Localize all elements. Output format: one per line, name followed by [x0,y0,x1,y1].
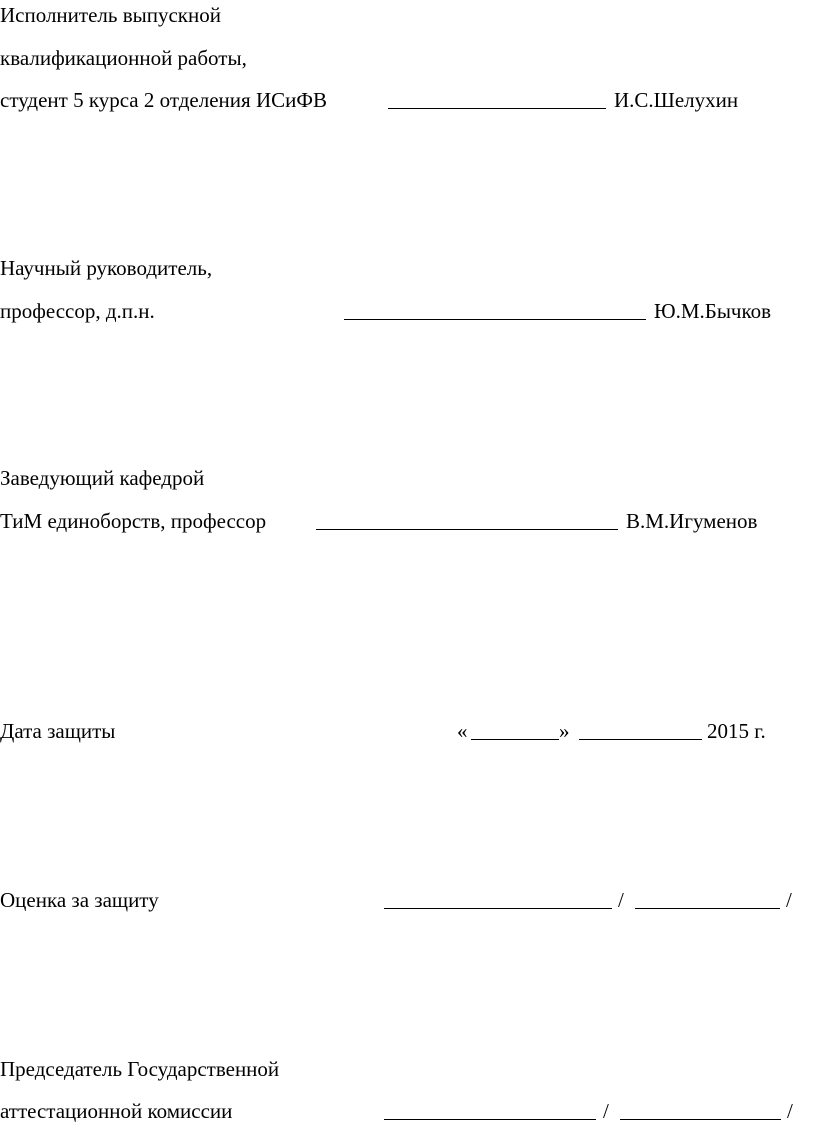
grade-blank-1[interactable] [384,888,612,909]
grade-blank-2[interactable] [635,888,780,909]
executor-title-line2: квалификационной работы, [0,46,247,70]
defense-day-blank[interactable] [471,719,559,740]
defense-date-quote-close: » [559,719,570,743]
supervisor-signature-blank[interactable] [344,299,646,320]
chair-title-line1: Председатель Государственной [0,1057,280,1081]
defense-date-quote-open: « [457,719,468,743]
chair-role-line: аттестационной комиссии [0,1099,233,1123]
grade-separator-1: / [618,888,624,912]
executor-title-line1: Исполнитель выпускной [0,3,221,27]
executor-name: И.С.Шелухин [614,88,739,112]
chair-blank-1[interactable] [384,1099,596,1120]
grade-separator-2: / [786,888,792,912]
supervisor-title-line1: Научный руководитель, [0,256,213,280]
supervisor-role-line: профессор, д.п.н. [0,299,155,323]
executor-signature-blank[interactable] [388,88,606,109]
executor-role-line: студент 5 курса 2 отделения ИСиФВ [0,88,327,112]
chair-separator-1: / [603,1099,609,1123]
defense-year: 2015 г. [707,719,766,743]
chair-blank-2[interactable] [620,1099,781,1120]
head-title-line1: Заведующий кафедрой [0,466,205,490]
defense-grade-label: Оценка за защиту [0,888,159,912]
chair-separator-2: / [787,1099,793,1123]
supervisor-name: Ю.М.Бычков [654,299,772,323]
head-role-line: ТиМ единоборств, профессор [0,509,267,533]
defense-date-label: Дата защиты [0,719,116,743]
defense-month-blank[interactable] [579,719,702,740]
head-name: В.М.Игуменов [626,509,758,533]
head-signature-blank[interactable] [316,509,618,530]
